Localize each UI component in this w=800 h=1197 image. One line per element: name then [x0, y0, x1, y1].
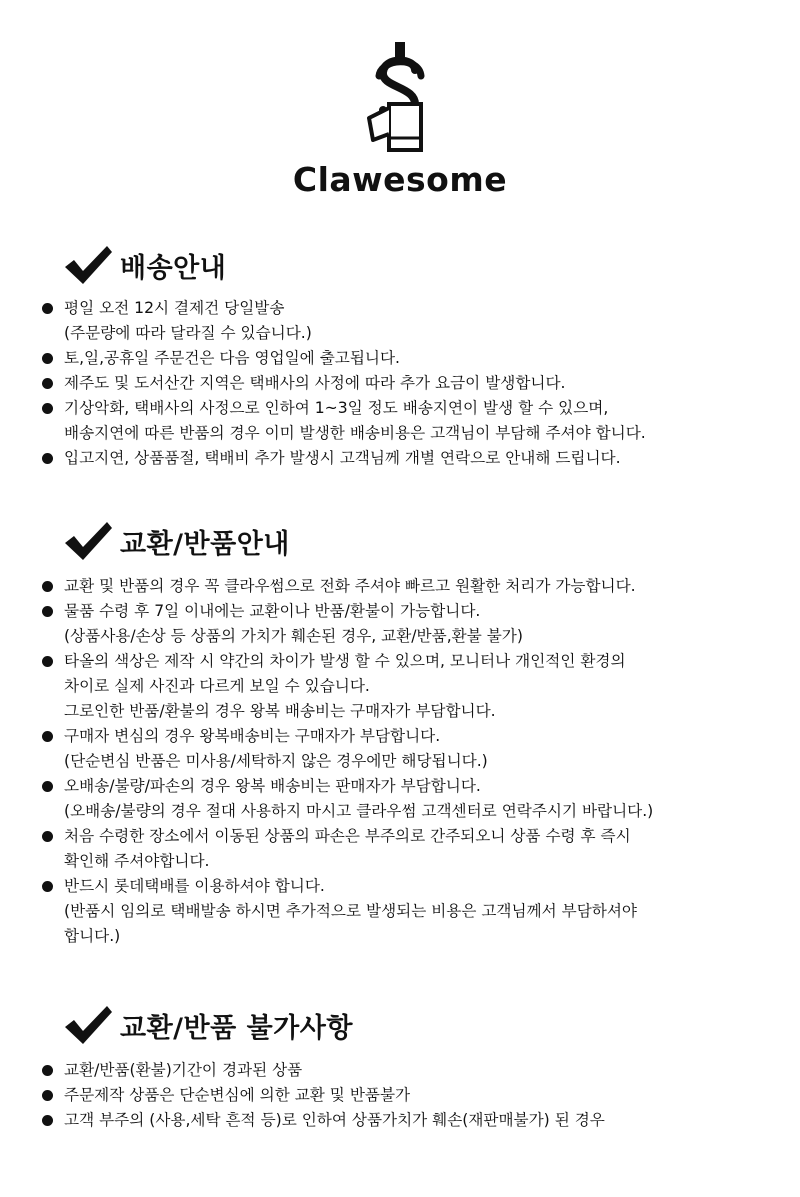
list-item: 고객 부주의 (사용,세탁 흔적 등)로 인하여 상품가치가 훼손(재판매불가) 된 경우 — [42, 1108, 605, 1133]
section-heading: 배송안내 — [120, 252, 227, 284]
list-item: 구매자 변심의 경우 왕복배송비는 구매자가 부담합니다. (단순변심 반품은 미사용/세탁하지 않은 경우에만 해당됩니다.) — [42, 724, 653, 774]
non-returnable-list — [42, 1058, 605, 1133]
list-item: 평일 오전 12시 결제건 당일발송 (주문량에 따라 달라질 수 있습니다.) — [42, 296, 646, 346]
list-item: 입고지연, 상품품절, 택배비 추가 발생시 고객님께 개별 연락으로 안내해 드립니다. — [42, 446, 646, 471]
section-heading: 교환/반품 불가사항 — [120, 1012, 353, 1044]
towel-hook-logo-icon — [345, 36, 455, 156]
list-item: 처음 수령한 장소에서 이동된 상품의 파손은 부주의로 간주되오니 상품 수령 후 즉시 확인해 주셔야합니다. — [42, 824, 653, 874]
section-heading: 교환/반품안내 — [120, 528, 290, 560]
checkmark-icon — [62, 519, 114, 563]
list-item: 기상악화, 택배사의 사정으로 인하여 1~3일 정도 배송지연이 발생 할 수 있으며, 배송지연에 따른 반품의 경우 이미 발생한 배송비용은 고객님이 부담해 주셔야 합니다. — [42, 396, 646, 446]
checkmark-icon — [62, 243, 114, 287]
exchange-list — [42, 574, 653, 949]
list-item: 주문제작 상품은 단순변심에 의한 교환 및 반품불가 — [42, 1083, 605, 1108]
list-item: 제주도 및 도서산간 지역은 택배사의 사정에 따라 추가 요금이 발생합니다. — [42, 371, 646, 396]
list-item: 교환 및 반품의 경우 꼭 클라우썸으로 전화 주셔야 빠르고 원활한 처리가 가능합니다. — [42, 574, 653, 599]
list-item: 반드시 롯데택배를 이용하셔야 합니다. (반품시 임의로 택배발송 하시면 추가적으로 발생되는 비용은 고객님께서 부담하셔야 합니다.) — [42, 874, 653, 949]
list-item: 타올의 색상은 제작 시 약간의 차이가 발생 할 수 있으며, 모니터나 개인적인 환경의 차이로 실제 사진과 다르게 보일 수 있습니다. 그로인한 반품/환불의 경우 왕복 배송비는 구매자가 부담합니다. — [42, 649, 653, 724]
list-item: 오배송/불량/파손의 경우 왕복 배송비는 판매자가 부담합니다. (오배송/불량의 경우 절대 사용하지 마시고 클라우썸 고객센터로 연락주시기 바랍니다.) — [42, 774, 653, 824]
brand-name: Clawesome — [292, 160, 508, 199]
section-title-exchange — [62, 516, 290, 566]
section-title-non-returnable — [62, 1000, 353, 1050]
list-item: 교환/반품(환불)기간이 경과된 상품 — [42, 1058, 605, 1083]
checkmark-icon — [62, 1003, 114, 1047]
list-item: 토,일,공휴일 주문건은 다음 영업일에 출고됩니다. — [42, 346, 646, 371]
brand-logo — [0, 36, 800, 199]
section-title-shipping — [62, 240, 226, 290]
list-item: 물품 수령 후 7일 이내에는 교환이나 반품/환불이 가능합니다. (상품사용/손상 등 상품의 가치가 훼손된 경우, 교환/반품,환불 불가) — [42, 599, 653, 649]
shipping-list — [42, 296, 646, 471]
